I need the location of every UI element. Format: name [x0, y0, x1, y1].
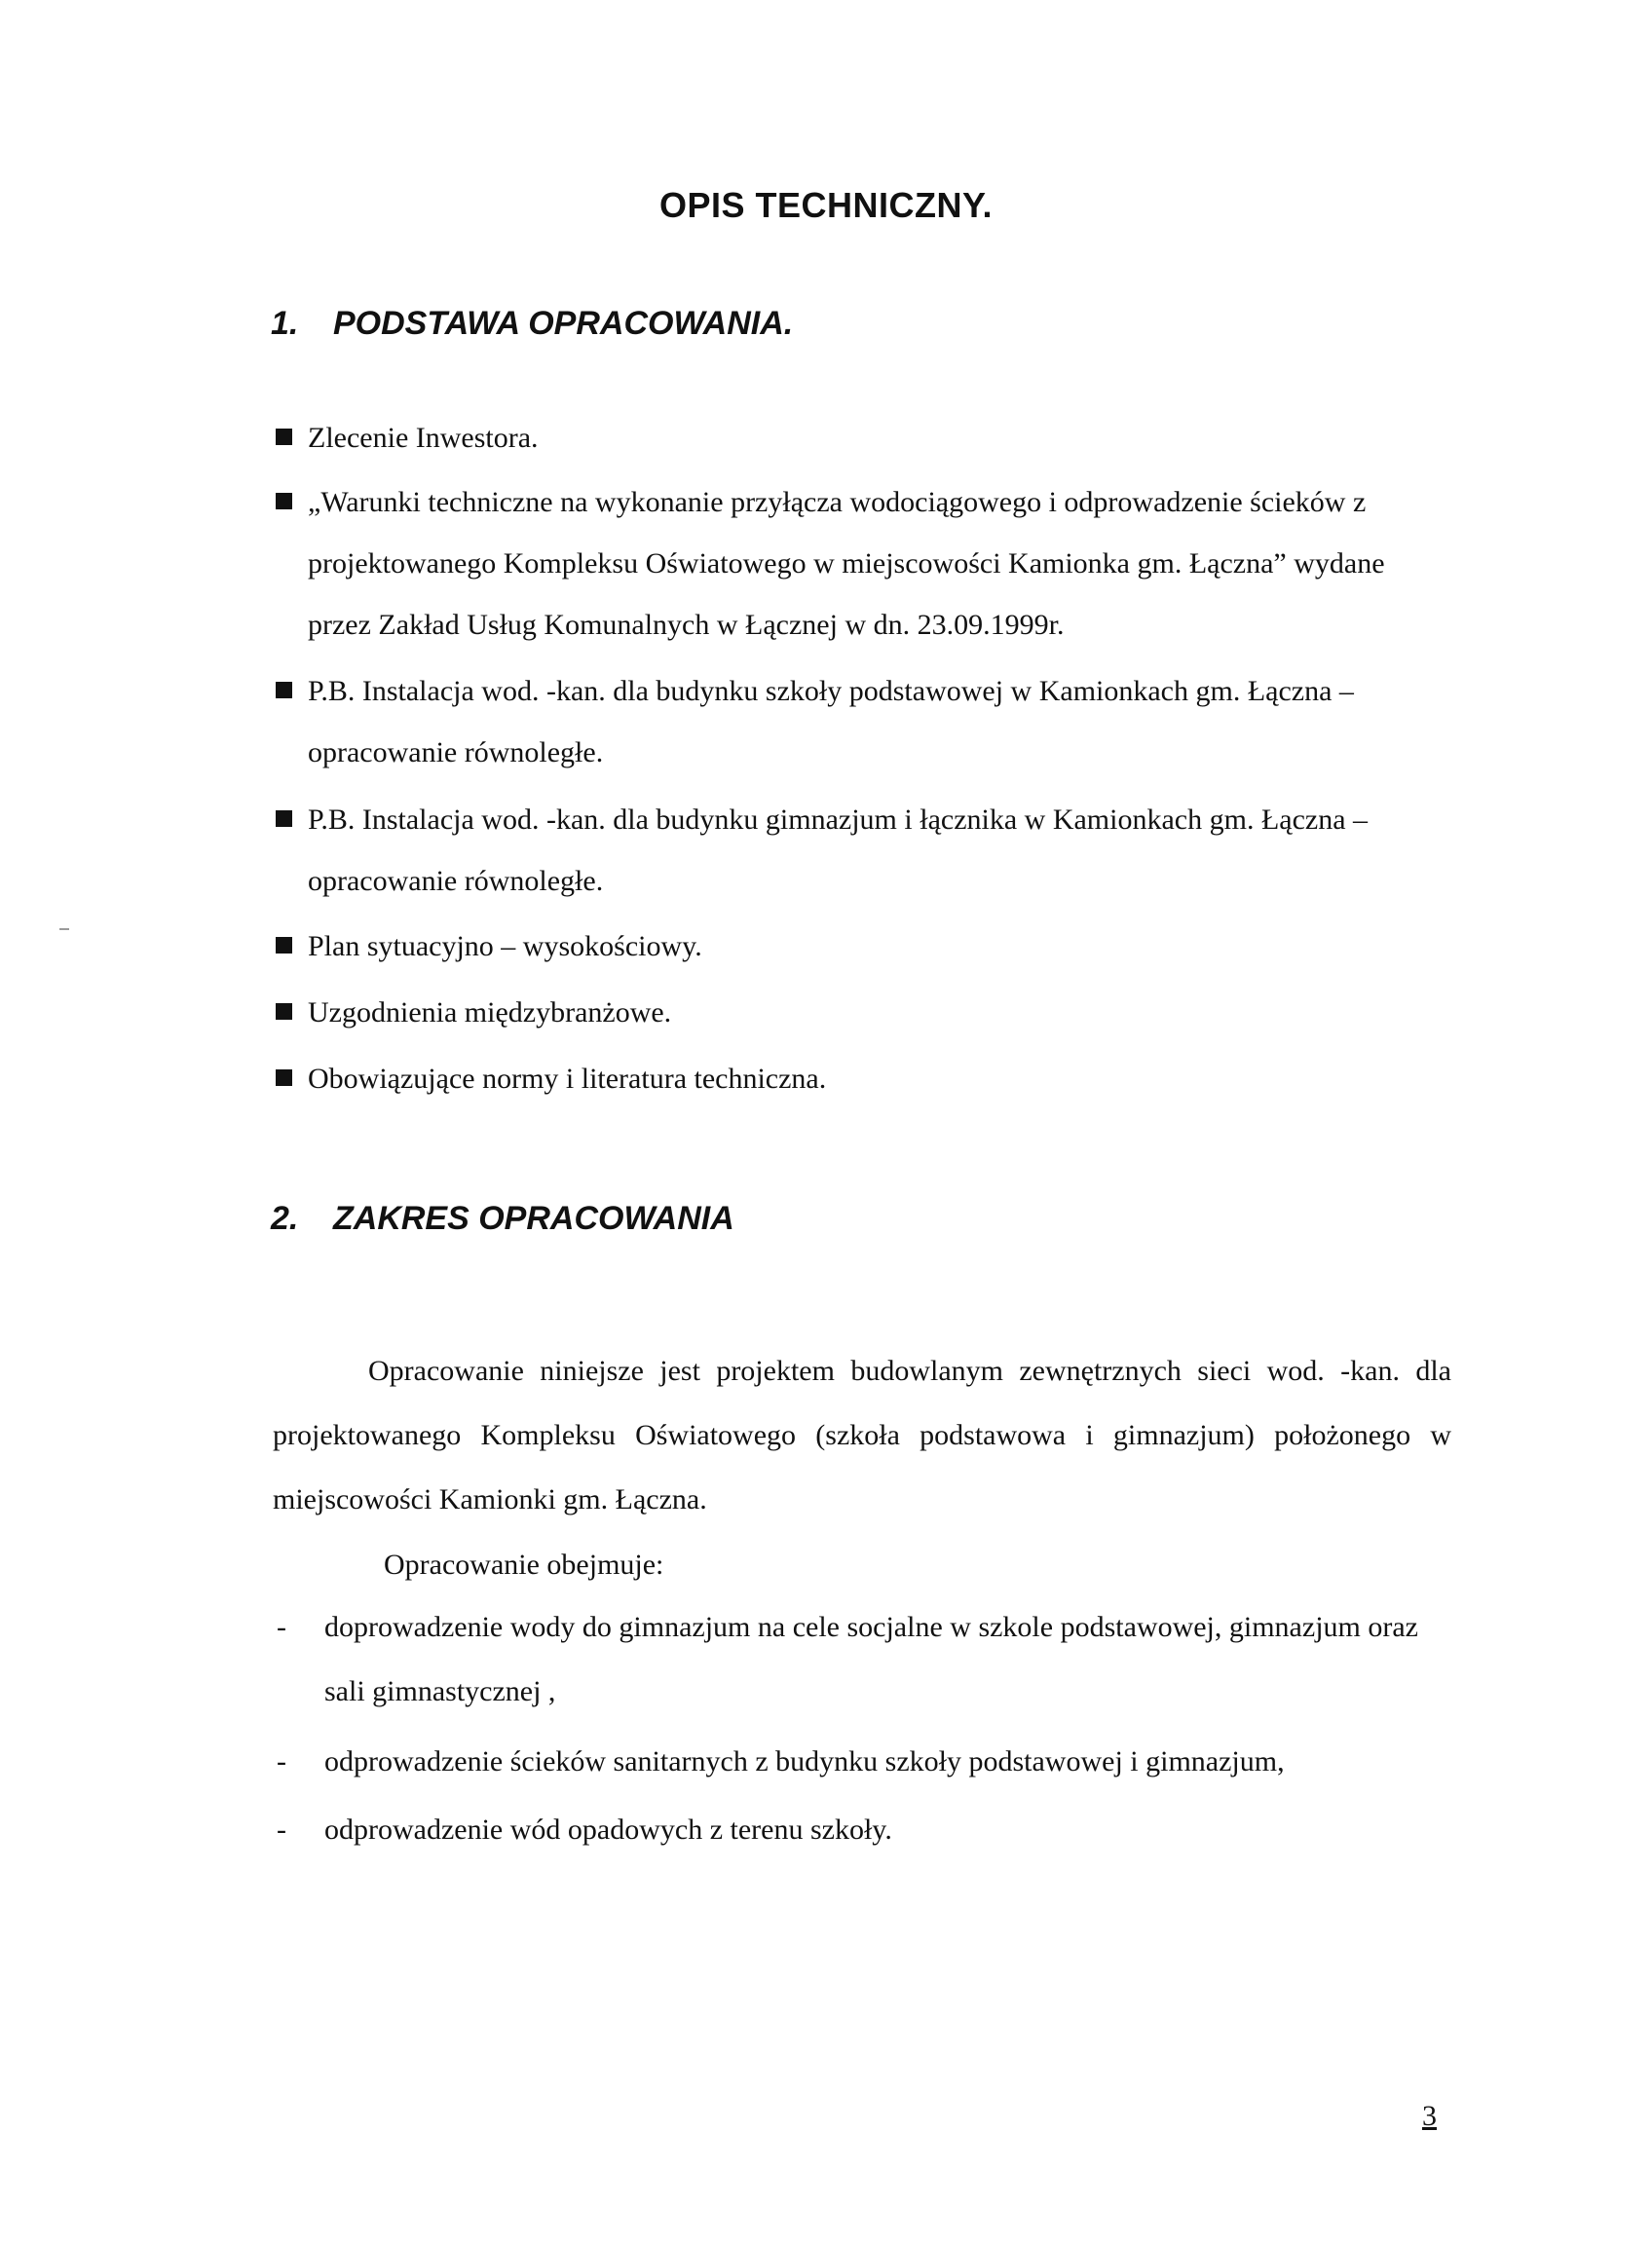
- basis-item-6: [273, 982, 1451, 1043]
- square-bullet-icon: [276, 1003, 292, 1020]
- scope-paragraph: [273, 1339, 1451, 1532]
- basis-item-1: [273, 407, 1451, 468]
- basis-item-4: [273, 789, 1451, 912]
- dash-bullet: -: [277, 1745, 286, 1777]
- section-2-title: ZAKRES OPRACOWANIA: [333, 1200, 734, 1237]
- dash-bullet: -: [277, 1611, 286, 1643]
- basis-item-5: [273, 916, 1451, 977]
- page-number: 3: [1422, 2100, 1437, 2132]
- scope-paragraph-text: Opracowanie niniejsze jest projektem budowlanym zewnętrznych sieci wod. -kan. dla projektowanego Kompleksu Oświatowego (szkoła podstawowa i gimnazjum) położonego w miejscowości Kamionki gm. Łączna.: [273, 1355, 1451, 1515]
- basis-item-text: Uzgodnienia międzybranżowe.: [308, 996, 672, 1028]
- scope-item-text: doprowadzenie wody do gimnazjum na cele socjalne w szkole podstawowej, gimnazjum oraz sali gimnastycznej ,: [324, 1611, 1418, 1707]
- basis-item-text: Plan sytuacyjno – wysokościowy.: [308, 930, 702, 962]
- section-1-number: 1.: [271, 305, 299, 342]
- basis-item-text: Zlecenie Inwestora.: [308, 422, 539, 454]
- scope-intro: Opracowanie obejmuje:: [384, 1549, 664, 1581]
- section-1-heading: [271, 305, 793, 343]
- scope-item-text: odprowadzenie wód opadowych z terenu szkoły.: [324, 1814, 892, 1846]
- basis-item-7: [273, 1048, 1451, 1109]
- basis-item-2: [273, 471, 1451, 655]
- scope-item-3: [269, 1798, 1451, 1862]
- basis-item-text: Obowiązujące normy i literatura techniczna.: [308, 1063, 827, 1095]
- section-2-number: 2.: [271, 1200, 299, 1237]
- scope-item-2: [269, 1730, 1451, 1794]
- square-bullet-icon: [276, 682, 292, 698]
- basis-item-text: P.B. Instalacja wod. -kan. dla budynku gimnazjum i łącznika w Kamionkach gm. Łączna – opracowanie równoległe.: [308, 804, 1369, 897]
- document-title: OPIS TECHNICZNY.: [658, 185, 994, 225]
- square-bullet-icon: [276, 429, 292, 445]
- dash-bullet: -: [277, 1814, 286, 1846]
- square-bullet-icon: [276, 1069, 292, 1086]
- square-bullet-icon: [276, 810, 292, 827]
- basis-item-text: P.B. Instalacja wod. -kan. dla budynku szkoły podstawowej w Kamionkach gm. Łączna – opracowanie równoległe.: [308, 675, 1354, 768]
- basis-item-3: [273, 660, 1451, 783]
- section-1-title: PODSTAWA OPRACOWANIA.: [333, 305, 794, 342]
- square-bullet-icon: [276, 937, 292, 954]
- scan-artifact: [59, 928, 69, 930]
- section-2-heading: [271, 1200, 734, 1238]
- scope-item-1: [269, 1595, 1451, 1724]
- basis-item-text: „Warunki techniczne na wykonanie przyłącza wodociągowego i odprowadzenie ścieków z projektowanego Kompleksu Oświatowego w miejscowości Kamionka gm. Łączna” wydane przez Zakład Usług Komunalnych w Łącznej w dn. 23.09.1999r.: [308, 486, 1385, 641]
- square-bullet-icon: [276, 493, 292, 509]
- scope-item-text: odprowadzenie ścieków sanitarnych z budynku szkoły podstawowej i gimnazjum,: [324, 1745, 1285, 1777]
